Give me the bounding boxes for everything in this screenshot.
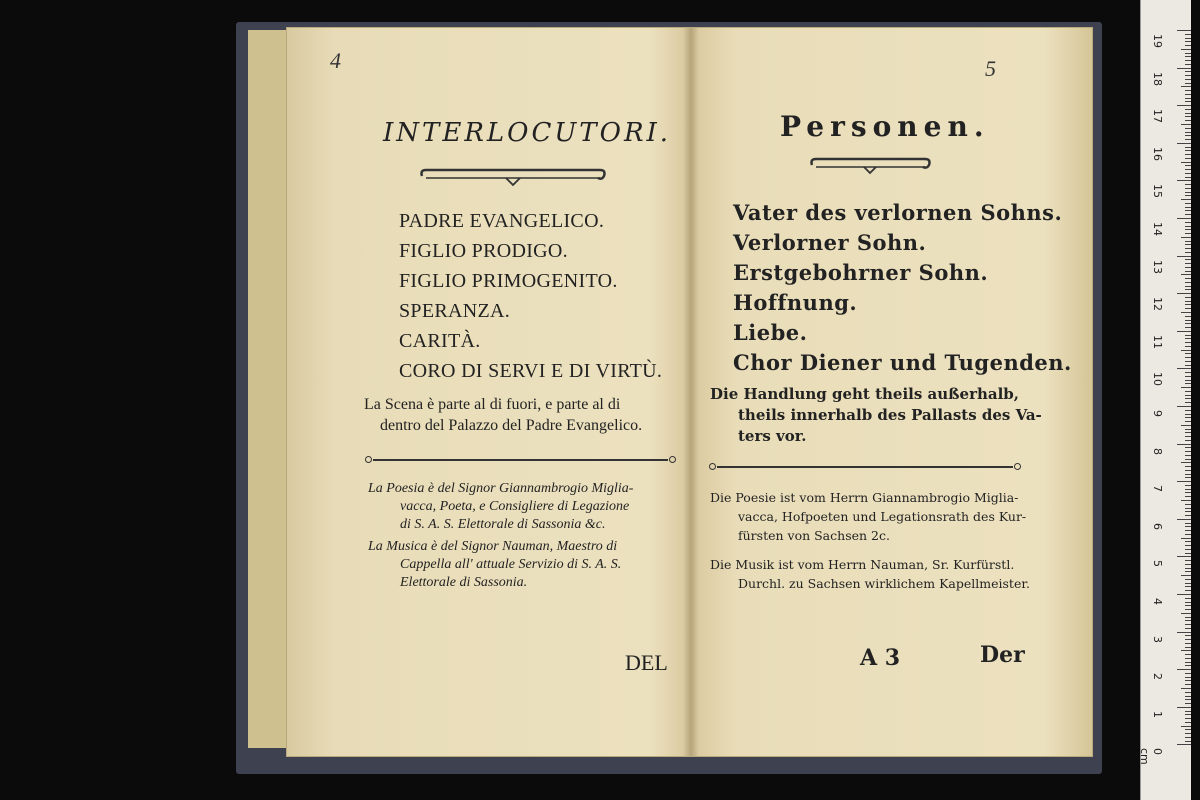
credit-line: Die Poesie ist vom Herrn Giannambrogio Miglia- [710,490,1019,505]
ruler-tick [1185,244,1191,245]
poetry-credit-italian [368,480,633,534]
ruler-tick [1185,421,1191,422]
ruler-tick [1185,41,1191,42]
ruler-tick [1181,538,1191,539]
ruler-tick [1177,669,1191,670]
ruler-tick [1185,523,1191,524]
ruler-tick [1181,124,1191,125]
ruler-tick [1185,677,1191,678]
ruler-tick [1185,252,1191,253]
ruler-tick [1181,49,1191,50]
ruler-tick [1185,534,1191,535]
ruler-tick [1185,568,1191,569]
scene-line: ters vor. [738,427,807,445]
ruler-tick [1185,365,1191,366]
ruler-tick [1177,293,1191,294]
ruler-tick [1185,492,1191,493]
ruler-tick [1181,500,1191,501]
ruler-tick [1185,226,1191,227]
ruler-tick [1185,56,1191,57]
cast-item: Liebe. [733,320,808,345]
ruler-tick [1177,556,1191,557]
ruler-tick [1185,410,1191,411]
measuring-ruler [1140,0,1191,800]
ruler-tick [1185,560,1191,561]
ruler-tick [1185,101,1191,102]
ruler-tick [1185,549,1191,550]
ruler-tick [1177,406,1191,407]
ruler-tick [1181,274,1191,275]
cast-item: CORO DI SERVI E DI VIRTÙ. [399,360,663,382]
ruler-tick [1177,68,1191,69]
ruler-tick [1185,286,1191,287]
ruler-tick [1185,301,1191,302]
ruler-tick [1185,380,1191,381]
scene-note-italian [364,394,642,436]
ruler-tick [1177,143,1191,144]
ruler-tick [1185,643,1191,644]
ruler-tick [1185,383,1191,384]
credit-line: di S. A. S. Elettorale di Sassonia &c. [400,517,606,532]
ruler-label: 3 [1151,635,1164,643]
ruler-tick [1185,733,1191,734]
ruler-tick [1185,120,1191,121]
ruler-label: 8 [1151,447,1164,455]
german-cast-list [733,198,1072,378]
ruler-tick [1185,207,1191,208]
ruler-tick [1185,398,1191,399]
ruler-tick [1185,263,1191,264]
ruler-tick [1185,511,1191,512]
ruler-tick [1185,177,1191,178]
ruler-tick [1185,132,1191,133]
ruler-tick [1185,741,1191,742]
cast-item: FIGLIO PRIMOGENITO. [399,270,618,292]
ruler-tick [1185,722,1191,723]
ruler-tick [1185,714,1191,715]
ruler-tick [1185,165,1191,166]
ruler-label: 4 [1151,598,1164,605]
ruler-label: 7 [1151,485,1164,493]
catchword-left: DEL [625,650,668,675]
ruler-tick [1185,470,1191,471]
ruler-label: 12 [1151,297,1164,312]
ruler-tick [1185,297,1191,298]
ruler-tick [1185,395,1191,396]
poetry-credit-german [710,488,1026,545]
ruler-tick [1185,417,1191,418]
cast-item: Erstgebohrner Sohn. [733,260,989,285]
ruler-tick [1185,353,1191,354]
ruler-tick [1185,665,1191,666]
ruler-label: 11 [1151,334,1164,349]
ruler-tick [1185,737,1191,738]
ruler-tick [1185,590,1191,591]
ruler-tick [1185,639,1191,640]
ruler-tick [1185,64,1191,65]
ruler-tick [1185,173,1191,174]
ruler-tick [1185,229,1191,230]
ruler-tick [1185,304,1191,305]
ruler-tick [1185,357,1191,358]
catchword-right: Der [980,642,1025,668]
ruler-tick [1185,620,1191,621]
ruler-tick [1185,289,1191,290]
ruler-tick [1185,718,1191,719]
ruler-tick [1177,180,1191,181]
ruler-tick [1185,376,1191,377]
ruler-tick [1181,199,1191,200]
ruler-tick [1185,184,1191,185]
ruler-tick [1185,342,1191,343]
ruler-tick [1185,703,1191,704]
ruler-tick [1185,188,1191,189]
ruler-tick [1185,436,1191,437]
ruler-tick [1185,455,1191,456]
credit-line: vacca, Poeta, e Consigliere di Legazione [400,499,630,514]
ruler-tick [1185,545,1191,546]
ruler-tick [1185,541,1191,542]
ruler-label: 1 [1151,710,1164,718]
ruler-tick [1185,477,1191,478]
ruler-tick [1185,147,1191,148]
ruler-tick [1185,34,1191,35]
ruler-tick [1185,628,1191,629]
ruler-tick [1181,613,1191,614]
ruler-tick [1185,474,1191,475]
ruler-tick [1185,278,1191,279]
left-page-heading: INTERLOCUTORI. [383,118,672,148]
ruler-tick [1177,594,1191,595]
ruler-tick [1177,444,1191,445]
cast-item: FIGLIO PRODIGO. [399,240,568,262]
right-page-heading: Personen. [780,110,990,143]
ruler-tick [1185,508,1191,509]
ruler-tick [1185,414,1191,415]
scene-line: La Scena è parte al di fuori, e parte al di [364,396,621,413]
ruler-tick [1185,113,1191,114]
ruler-tick [1185,647,1191,648]
ruler-tick [1177,519,1191,520]
ruler-label: 0 cm [1138,748,1164,766]
ruler-tick [1185,346,1191,347]
cast-item: PADRE EVANGELICO. [399,210,605,232]
credit-line: vacca, Hofpoeten und Legationsrath des Kur- [738,509,1027,524]
ruler-label: 2 [1151,673,1164,681]
ruler-tick [1185,729,1191,730]
ruler-tick [1185,214,1191,215]
ruler-tick [1185,316,1191,317]
ruler-tick [1185,680,1191,681]
ruler-tick [1185,338,1191,339]
ruler-tick [1185,635,1191,636]
cast-item: Verlorner Sohn. [733,230,927,255]
ruler-label: 15 [1151,184,1164,199]
cast-item: CARITÀ. [399,330,481,352]
ruler-tick [1185,485,1191,486]
signature-mark: A 3 [860,645,901,671]
ruler-tick [1185,195,1191,196]
ruler-tick [1185,451,1191,452]
ruler-tick [1185,598,1191,599]
ruler-tick [1185,526,1191,527]
ruler-tick [1185,128,1191,129]
ruler-tick [1177,30,1191,31]
ruler-tick [1185,662,1191,663]
ruler-tick [1185,248,1191,249]
music-credit-italian [368,538,621,592]
ruler-tick [1185,530,1191,531]
ruler-tick [1185,658,1191,659]
ruler-tick [1185,624,1191,625]
ruler-tick [1185,654,1191,655]
ruler-tick [1185,489,1191,490]
ruler-tick [1185,391,1191,392]
ruler-tick [1185,515,1191,516]
ruler-tick [1185,696,1191,697]
ruler-label: 14 [1151,222,1164,236]
ruler-tick [1185,372,1191,373]
ruler-tick [1181,688,1191,689]
ruler-tick [1181,462,1191,463]
ruler-tick [1185,71,1191,72]
ruler-tick [1177,368,1191,369]
italian-cast-list [399,206,662,386]
ruler-tick [1185,83,1191,84]
ruler-tick [1185,241,1191,242]
scene-line: Die Handlung geht theils außerhalb, [710,385,1020,403]
scene-note-german [710,384,1042,447]
ruler-tick [1185,617,1191,618]
ruler-tick [1185,609,1191,610]
credit-line: Elettorale di Sassonia. [400,575,528,590]
ruler-tick [1185,158,1191,159]
ruler-tick [1185,210,1191,211]
credit-line: Die Musik ist vom Herrn Nauman, Sr. Kurfürstl. [710,557,1015,572]
ruler-tick [1177,481,1191,482]
heading-ornament-left [418,166,608,188]
ruler-tick [1177,707,1191,708]
heading-ornament-right [808,155,933,177]
ruler-tick [1181,575,1191,576]
ruler-tick [1181,387,1191,388]
ruler-tick [1185,267,1191,268]
ruler-tick [1185,60,1191,61]
credit-line: Durchl. zu Sachsen wirklichem Kapellmeister. [738,576,1030,591]
ruler-tick [1185,271,1191,272]
ruler-tick [1185,192,1191,193]
ruler-tick [1185,459,1191,460]
ruler-tick [1181,162,1191,163]
ruler-tick [1181,312,1191,313]
ruler-tick [1181,425,1191,426]
ruler-tick [1185,45,1191,46]
ruler-tick [1181,237,1191,238]
ruler-tick [1185,361,1191,362]
ruler-tick [1185,327,1191,328]
ruler-tick [1185,169,1191,170]
ruler-tick [1185,203,1191,204]
book-gutter [683,28,699,756]
divider-rule [373,459,668,461]
ruler-tick [1185,233,1191,234]
right-page-number: 5 [985,56,996,81]
ruler-label: 19 [1151,34,1164,48]
ruler-label: 17 [1151,109,1164,124]
ruler-tick [1185,116,1191,117]
ruler-tick [1185,504,1191,505]
ruler-label: 18 [1151,71,1164,86]
ruler-tick [1185,432,1191,433]
ruler-tick [1177,632,1191,633]
ruler-tick [1185,586,1191,587]
scene-line: dentro del Palazzo del Padre Evangelico. [380,417,643,434]
ruler-label: 6 [1151,522,1164,530]
ruler-tick [1177,218,1191,219]
ruler-tick [1185,94,1191,95]
ruler-tick [1185,320,1191,321]
ruler-tick [1185,602,1191,603]
ruler-tick [1185,90,1191,91]
ruler-tick [1177,331,1191,332]
ruler-tick [1185,605,1191,606]
ruler-tick [1185,553,1191,554]
ruler-tick [1181,86,1191,87]
ruler-tick [1181,650,1191,651]
cast-item: Hoffnung. [733,290,858,315]
ruler-tick [1185,150,1191,151]
ruler-tick [1185,429,1191,430]
ruler-tick [1185,579,1191,580]
ruler-tick [1185,135,1191,136]
ruler-tick [1177,744,1191,745]
ruler-tick [1181,726,1191,727]
music-credit-german [710,555,1030,593]
ruler-tick [1185,79,1191,80]
credit-line: La Musica è del Signor Nauman, Maestro di [368,539,618,554]
ruler-tick [1185,53,1191,54]
ruler-tick [1185,440,1191,441]
divider-rule [717,466,1013,468]
credit-line: La Poesia è del Signor Giannambrogio Miglia- [368,481,634,496]
ruler-tick [1185,154,1191,155]
ruler-label: 13 [1151,259,1164,274]
ruler-tick [1185,564,1191,565]
cast-item: Chor Diener und Tugenden. [733,350,1072,375]
ruler-label: 16 [1151,146,1164,161]
cast-item: Vater des verlornen Sohns. [733,200,1063,225]
ruler-label: 10 [1151,372,1164,387]
ruler-tick [1185,673,1191,674]
ruler-tick [1185,684,1191,685]
credit-line: fürsten von Sachsen 2c. [738,528,890,543]
ruler-tick [1185,466,1191,467]
scene-line: theils innerhalb des Pallasts des Va- [738,406,1042,424]
ruler-tick [1185,711,1191,712]
ruler-tick [1185,139,1191,140]
ruler-tick [1185,571,1191,572]
left-page-number: 4 [330,48,341,73]
ruler-tick [1185,38,1191,39]
ruler-tick [1185,323,1191,324]
ruler-tick [1185,98,1191,99]
ruler-tick [1185,259,1191,260]
cast-item: SPERANZA. [399,300,511,322]
ruler-tick [1185,402,1191,403]
credit-line: Cappella all' attuale Servizio di S. A. S. [400,557,622,572]
ruler-tick [1185,308,1191,309]
ruler-tick [1185,699,1191,700]
ruler-label: 9 [1151,410,1164,417]
ruler-tick [1185,222,1191,223]
ruler-tick [1185,583,1191,584]
ruler-tick [1185,335,1191,336]
ruler-tick [1185,447,1191,448]
ruler-tick [1177,105,1191,106]
ruler-label: 5 [1151,560,1164,568]
ruler-tick [1185,75,1191,76]
ruler-tick [1185,282,1191,283]
ruler-tick [1185,109,1191,110]
ruler-tick [1185,496,1191,497]
ruler-tick [1181,350,1191,351]
ruler-tick [1177,256,1191,257]
ruler-tick [1185,692,1191,693]
